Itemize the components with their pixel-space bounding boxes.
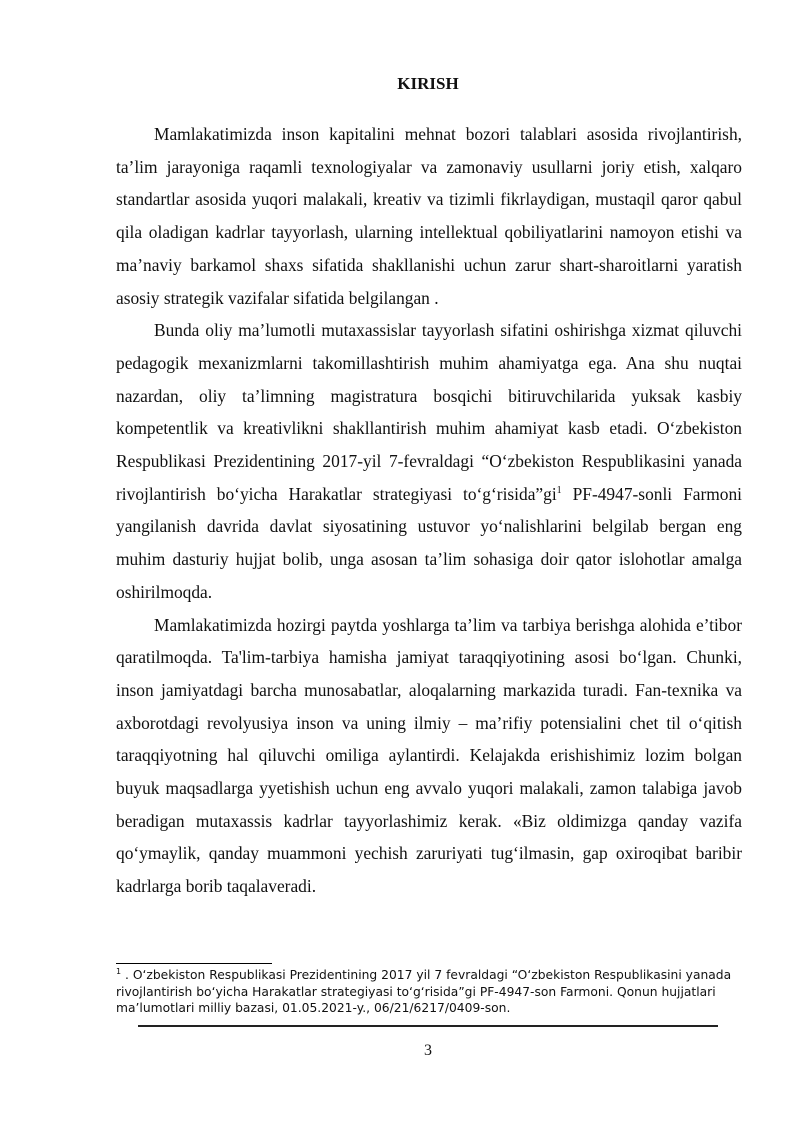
page-number: 3 (424, 1042, 432, 1059)
paragraph-2-text: Bunda oliy ma’lumotli mutaxassislar tayyorlash sifatini oshirishga xizmat qiluvchi pedagogik mexanizmlarni takomillashtirish muhim ahamiyatga ega. Ana shu nuqtai nazardan, oliy ta’limning magistratura bosqichi bitiruvchilarida yuksak kasbiy kompetentlik va kreativlikni shakllantirish muhim ahamiyat kasb etadi. O‘zbekiston Respublikasi Prezidentining 2017-yil 7-fevraldagi “O‘zbekiston Respublikasini yanada rivojlantirish bo‘yicha Harakatlar strategiyasi to‘g‘risida”gi (116, 320, 742, 504)
body-text (116, 118, 742, 903)
page-title: KIRISH (397, 74, 459, 93)
paragraph-2 (116, 314, 742, 608)
footnote-reference[interactable]: 1 (556, 484, 562, 496)
paragraph-1: Mamlakatimizda inson kapitalini mehnat bozori talablari asosida rivojlantirish, ta’lim jarayoniga raqamli texnologiyalar va zamonaviy usullarni joriy etish, xalqaro standartlar asosida yuqori malakali, kreativ va tizimli fikrlaydigan, mustaqil qaror qabul qila oladigan kadrlar tayyorlash, ularning intellektual qobiliyatlarini namoyon etishi va ma’naviy barkamol shaxs sifatida shakllanishi uchun zarur shart-sharoitlarni yaratish asosiy strategik vazifalar sifatida belgilangan . (116, 124, 742, 308)
footnote-marker: 1 (116, 967, 122, 976)
page-footer-rule (138, 1025, 718, 1027)
paragraph-2-continuation: PF-4947-sonli Farmoni yangilanish davrida davlat siyosatining ustuvor yo‘nalishlarini belgilab bergan eng muhim dasturiy hujjat bolib, unga asosan ta’lim sohasiga doir qator islohotlar amalga oshirilmoqda. (116, 483, 742, 602)
footnote-separator (116, 963, 272, 964)
paragraph-3: Mamlakatimizda hozirgi paytda yoshlarga ta’lim va tarbiya berishga alohida e’tibor qaratilmoqda. Ta'lim-tarbiya hamisha jamiyat taraqqiyotining asosi bo‘lgan. Chunki, inson jamiyatdagi barcha munosabatlar, aloqalarning markazida turadi. Fan-texnika va axborotdagi revolyusiya inson va uning ilmiy – ma’rifiy potensialini chet til o‘qitish taraqqiyotning hal qiluvchi omiliga aylantirdi. Kelajakda erishishimiz lozim bolgan buyuk maqsadlarga yyetishish uchun eng avvalo yuqori malakali, zamon talabiga javob beradigan mutaxassis kadrlar tayyorlashimiz kerak. «Biz oldimizga qanday vazifa qo‘ymaylik, qanday muammoni yechish zaruriyati tug‘ilmasin, gap oxiroqibat baribir kadrlarga borib taqalaveradi. (116, 614, 742, 897)
footnote (116, 967, 738, 1017)
footnote-text: . O‘zbekiston Respublikasi Prezidentining 2017 yil 7 fevraldagi “O‘zbekiston Respublikasini yanada rivojlantirish bo‘yicha Harakatlar strategiyasi to‘g‘risida”gi PF-4947-son Farmoni. Qonun hujjatlari ma’lumotlari milliy bazasi, 01.05.2021-y., 06/21/6217/0409-son. (116, 968, 732, 1015)
